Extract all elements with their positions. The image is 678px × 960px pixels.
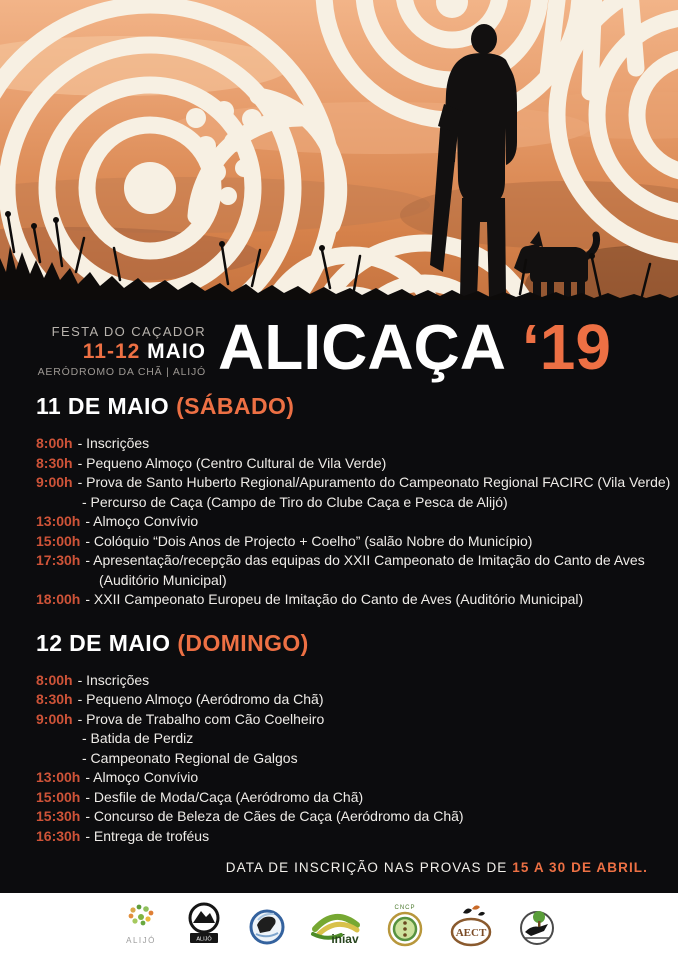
- schedule-item: [36, 532, 658, 552]
- schedule-item: [36, 493, 658, 513]
- cncp-label: CNCP: [394, 904, 416, 911]
- schedule-item: [36, 710, 658, 730]
- day1-schedule-list: [36, 434, 671, 610]
- page-title: [218, 311, 611, 384]
- event-eyebrow: FESTA DO CAÇADOR: [51, 324, 206, 339]
- iniav-logo: [307, 901, 365, 953]
- schedule-item: [36, 590, 658, 610]
- schedule-text: - Almoço Convívio: [85, 513, 199, 529]
- registration-note-text: DATA DE INSCRIÇÃO NAS PROVAS DE: [225, 860, 513, 875]
- schedule-time: 8:00h: [36, 435, 73, 451]
- schedule-item: [36, 729, 658, 749]
- schedule-time: 8:30h: [36, 454, 73, 471]
- schedule-text: - Colóquio “Dois Anos de Projecto + Coelho” (salão Nobre do Município): [85, 532, 533, 549]
- schedule-day2: [0, 630, 678, 847]
- schedule-time: 15:00h: [36, 532, 81, 549]
- schedule-text: - Desfile de Moda/Caça (Aeródromo da Chã): [85, 788, 364, 805]
- galgos-club-logo: [514, 901, 560, 953]
- schedule-item: [36, 768, 658, 788]
- clube-caca-pesca-alijo-logo: [181, 901, 227, 953]
- schedule-time: 17:30h: [36, 552, 81, 568]
- schedule-text: - Concurso de Beleza de Cães de Caça (Aeródromo da Chã): [85, 808, 464, 824]
- event-dates: [34, 340, 206, 364]
- cncp-logo: [382, 901, 428, 953]
- aect-logo: [445, 901, 497, 953]
- schedule-item: [36, 690, 658, 710]
- schedule-time: 9:00h: [36, 474, 73, 490]
- schedule-text: - XXII Campeonato Europeu de Imitação do Canto de Aves (Auditório Municipal): [85, 591, 584, 607]
- schedule-item: [36, 434, 658, 454]
- day2-schedule-list: [36, 671, 658, 847]
- schedule-item: [36, 671, 658, 691]
- event-title: ALICAÇA: [218, 311, 506, 384]
- hero-illustration: [0, 0, 678, 300]
- schedule-day1: [0, 393, 678, 610]
- schedule-text: - Pequeno Almoço (Centro Cultural de Vila Verde): [77, 454, 387, 471]
- schedule-time: 18:00h: [36, 591, 81, 607]
- event-venue: AERÓDROMO DA CHÃ | ALIJÓ: [37, 366, 206, 378]
- schedule-text: - Entrega de troféus: [85, 827, 210, 844]
- schedule-text: - Inscrições: [77, 435, 150, 451]
- schedule-time: 15:00h: [36, 788, 81, 805]
- iniav-label: iniav: [331, 931, 359, 946]
- sponsor-footer: [0, 893, 678, 960]
- schedule-text: - Pequeno Almoço (Aeródromo da Chã): [77, 691, 324, 707]
- day2-date: 12 DE MAIO: [36, 629, 171, 656]
- schedule-item: [36, 473, 671, 493]
- event-year: ‘19: [521, 311, 611, 384]
- schedule-time: 8:00h: [36, 671, 73, 688]
- schedule-text: - Prova de Santo Huberto Regional/Apuramento do Campeonato Regional FACIRC (Vila Verde): [77, 474, 671, 490]
- hunting-club-blue-logo: [244, 901, 290, 953]
- schedule-text: - Prova de Trabalho com Cão Coelheiro: [77, 710, 325, 727]
- alijo-municipio-label: ALIJÓ: [126, 935, 156, 945]
- schedule-text: - Inscrições: [77, 671, 150, 688]
- event-dates-days: 11-12: [82, 340, 141, 363]
- schedule-time: 9:00h: [36, 710, 73, 727]
- registration-note: [226, 860, 648, 875]
- registration-note-dates: 15 A 30 DE ABRIL.: [512, 860, 648, 875]
- day1-heading: [36, 393, 658, 419]
- sunset-hunter-scene: [0, 0, 678, 300]
- day2-heading: [36, 630, 658, 656]
- schedule-item: [36, 749, 658, 769]
- schedule-item: [36, 551, 658, 571]
- schedule-time: 8:30h: [36, 691, 73, 707]
- schedule-item: [36, 807, 658, 827]
- schedule-time: 16:30h: [36, 827, 81, 844]
- alijo-municipio-logo: [118, 901, 164, 953]
- schedule-time: 15:30h: [36, 808, 81, 824]
- schedule-text: - Campeonato Regional de Galgos: [82, 749, 298, 766]
- schedule-item: [36, 454, 658, 474]
- aect-label: AECT: [455, 926, 487, 939]
- schedule-item: [36, 788, 658, 808]
- title-block: [0, 300, 678, 384]
- day1-date: 11 DE MAIO: [36, 393, 170, 419]
- schedule-text: - Almoço Convívio: [85, 769, 199, 785]
- schedule-time: 13:00h: [36, 513, 81, 529]
- schedule-text: (Auditório Municipal): [99, 571, 227, 588]
- clube-caca-pesca-alijo-label: ALIJÓ: [196, 936, 212, 942]
- event-meta: [34, 324, 206, 379]
- schedule-time: 13:00h: [36, 769, 81, 785]
- schedule-text: - Batida de Perdiz: [82, 730, 194, 746]
- schedule-item: [36, 571, 658, 591]
- schedule-text: - Apresentação/recepção das equipas do XXII Campeonato de Imitação do Canto de Aves: [85, 552, 645, 568]
- schedule-item: [36, 827, 658, 847]
- event-dates-month: MAIO: [147, 340, 206, 363]
- schedule-text: - Percurso de Caça (Campo de Tiro do Clube Caça e Pesca de Alijó): [82, 493, 508, 510]
- day1-weekday: (SÁBADO): [176, 393, 295, 419]
- schedule-item: [36, 512, 658, 532]
- day2-weekday: (DOMINGO): [177, 629, 309, 656]
